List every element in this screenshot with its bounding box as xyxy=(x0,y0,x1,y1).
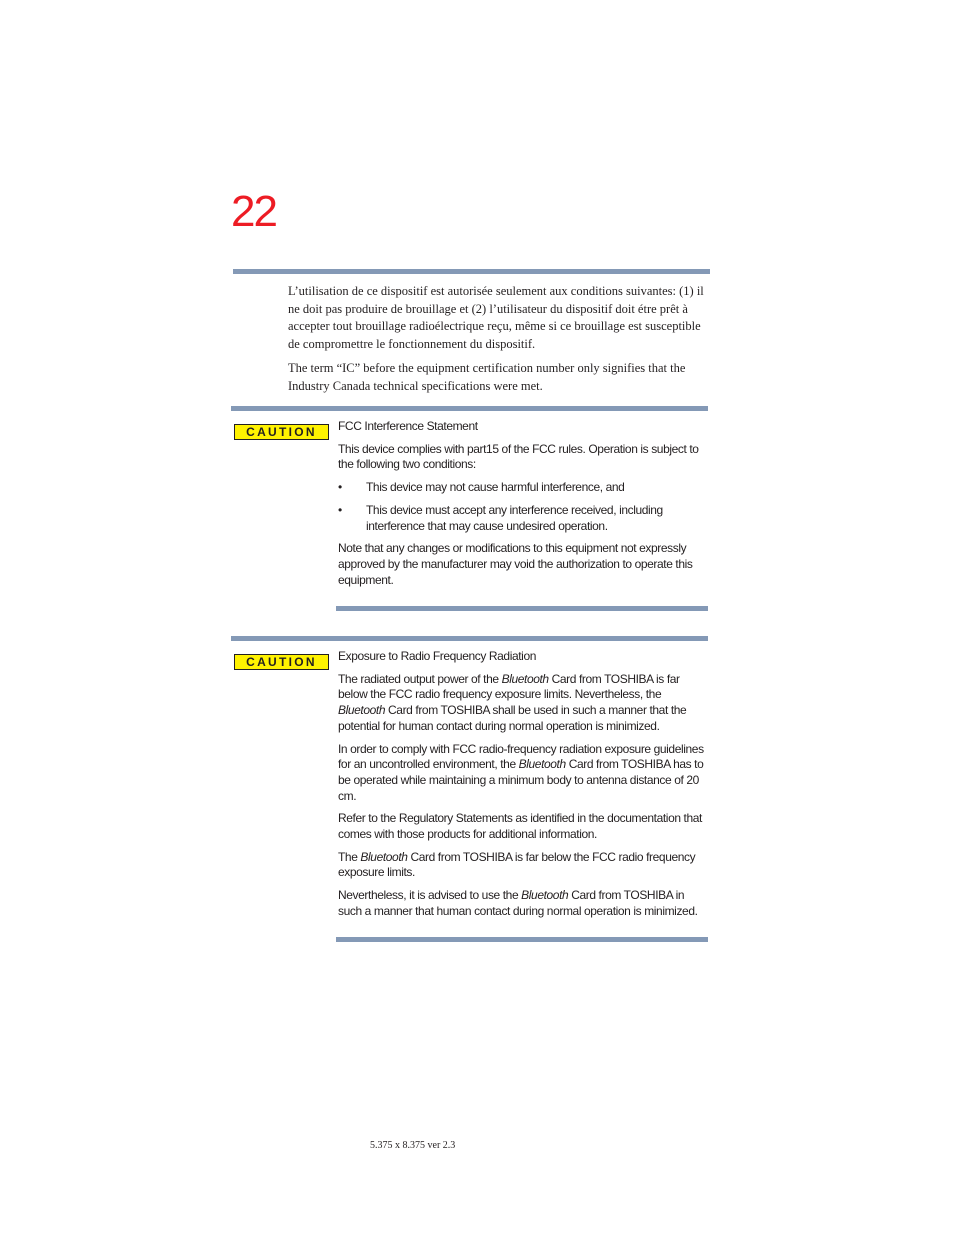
text-run: Nevertheless, it is advised to use the xyxy=(338,888,522,903)
intro-paragraph-ic: The term “IC” before the equipment certification number only signifies that the Industry Canada technical specifications were met. xyxy=(288,361,686,393)
caution1-body xyxy=(338,419,710,595)
text-run: The xyxy=(338,849,361,864)
section-rule-top xyxy=(233,269,710,274)
caution2-rule-bottom xyxy=(336,937,708,942)
caution1-intro: This device complies with part15 of the FCC rules. Operation is subject to the following two conditions: xyxy=(338,441,699,472)
intro-text xyxy=(288,283,708,402)
list-item xyxy=(338,503,710,534)
bluetooth-term: Bluetooth xyxy=(521,888,569,903)
bluetooth-term: Bluetooth xyxy=(338,703,386,718)
caution-badge: CAUTION xyxy=(234,654,329,670)
bullet-icon: • xyxy=(338,502,342,517)
bullet-text: This device may not cause harmful interference, and xyxy=(366,480,625,495)
caution1-rule-top xyxy=(231,406,708,411)
caution1-heading: FCC Interference Statement xyxy=(338,419,478,433)
text-run: Card from TOSHIBA in such a manner that human contact during normal operation is minimized. xyxy=(338,888,698,918)
bluetooth-term: Bluetooth xyxy=(518,757,566,772)
caution1-rule-bottom xyxy=(336,606,708,611)
text-run: Card from TOSHIBA has to be operated while maintaining a minimum body to antenna distance of 20 cm. xyxy=(338,757,704,803)
page-number: 22 xyxy=(231,187,276,236)
caution1-bullet-list xyxy=(338,480,710,534)
caution2-paragraph-3: Refer to the Regulatory Statements as identified in the documentation that comes with those products for additional information. xyxy=(338,811,702,842)
caution2-body xyxy=(338,649,710,927)
caution2-paragraph-2 xyxy=(338,742,710,805)
caution-badge: CAUTION xyxy=(234,424,329,440)
bullet-text: This device must accept any interference received, including interference that may cause undesired operation. xyxy=(366,502,663,533)
text-run: The radiated output power of the xyxy=(338,671,502,686)
bluetooth-term: Bluetooth xyxy=(360,849,408,864)
page-footer: 5.375 x 8.375 ver 2.3 xyxy=(370,1140,456,1151)
caution1-note: Note that any changes or modifications to this equipment not expressly approved by the manufacturer may void the authorization to operate this equipment. xyxy=(338,541,693,587)
caution2-rule-top xyxy=(231,636,708,641)
bluetooth-term: Bluetooth xyxy=(501,671,549,686)
intro-paragraph-french: L’utilisation de ce dispositif est autorisée seulement aux conditions suivantes: (1) il ne doit pas produire de brouillage et (2) l’utilisateur du dispositif doit étre prêt à accepter tout brouillage radioélectrique reçu, même si ce brouillage est susceptible de compromettre le fonctionnement du dispositif. xyxy=(288,284,704,351)
list-item xyxy=(338,480,710,496)
caution2-paragraph-5 xyxy=(338,888,710,919)
caution2-paragraph-1 xyxy=(338,672,710,735)
caution2-paragraph-4 xyxy=(338,850,710,881)
bullet-icon: • xyxy=(338,480,342,495)
caution2-heading: Exposure to Radio Frequency Radiation xyxy=(338,649,536,663)
text-run: Card from TOSHIBA is far below the FCC radio frequency exposure limits. xyxy=(338,849,696,880)
text-run: Card from TOSHIBA shall be used in such a manner that the potential for human contact during normal operation is minimized. xyxy=(338,703,687,733)
text-run: In order to comply with FCC radio-frequency radiation exposure guidelines for an uncontrolled environment, the xyxy=(338,741,704,772)
text-run: Card from TOSHIBA is far below the FCC radio frequency exposure limits. Nevertheless, the xyxy=(338,671,680,702)
